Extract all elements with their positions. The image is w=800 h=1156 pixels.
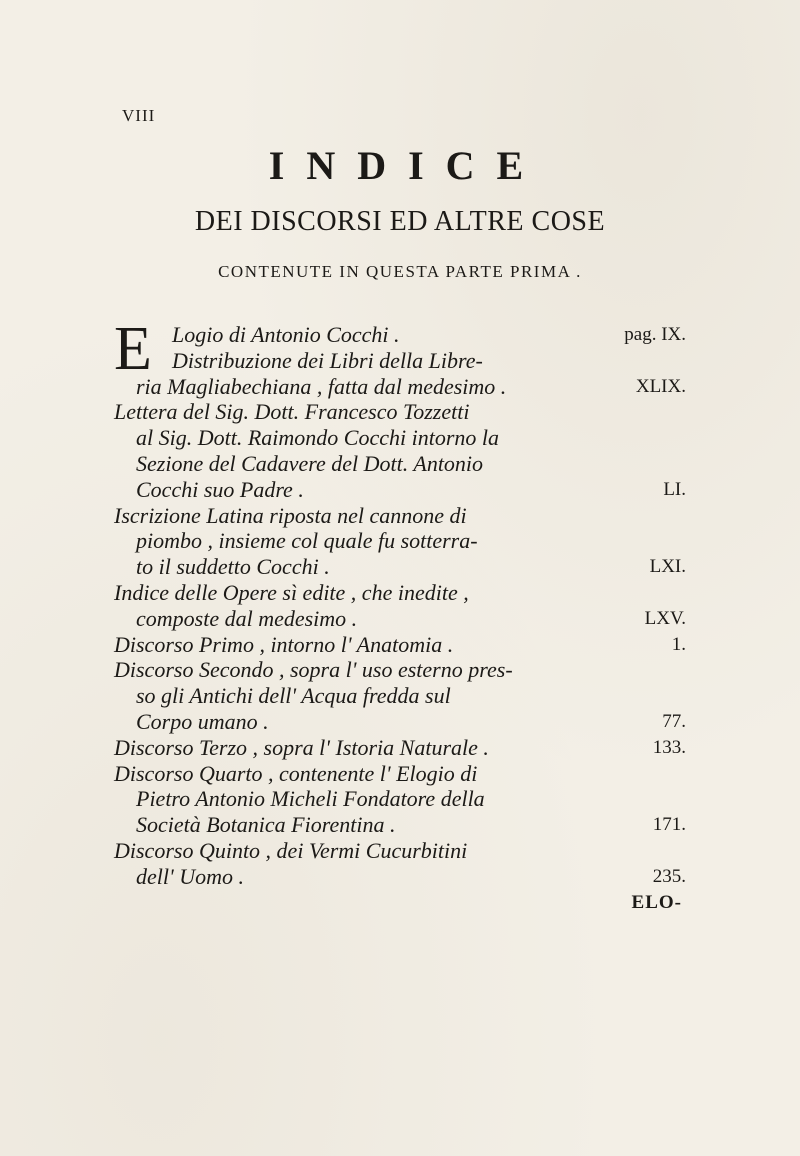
index-entry [114,838,686,890]
entry-line: Cocchi suo Padre . [136,476,304,502]
page-number: VIII [122,106,156,125]
index-entry [114,761,686,838]
subtitle: DEI DISCORSI ED ALTRE COSE [194,206,606,237]
entry-page-ref: pag. IX. [624,324,686,345]
index-entry [114,580,686,632]
entry-line: to il suddetto Cocchi . [136,554,330,580]
entry-line: Lettera del Sig. Dott. Francesco Tozzetti [114,399,470,425]
entry-line: Società Botanica Fiorentina . [136,812,396,838]
entry-line: Discorso Quinto , dei Vermi Cucurbitini [114,837,468,863]
entry-page-ref: LI. [663,478,686,500]
entry-page-ref: 1. [671,633,686,655]
entry-line: Discorso Quarto , contenente l' Elogio di [114,760,478,786]
entry-line: Corpo umano . [136,708,269,734]
drop-cap: E [114,315,152,383]
index-entry [114,399,686,502]
entry-line: ria Magliabechiana , fatta dal medesimo . [136,373,507,399]
entry-line: Logio di Antonio Cocchi . [172,322,400,347]
index-entry [114,322,686,348]
entry-page-ref: LXI. [649,556,686,578]
index-entry [114,503,686,580]
entry-line: Indice delle Opere sì edite , che inedite , [114,579,469,605]
entry-page-ref: 77. [662,710,686,732]
entry-page-ref: 171. [652,814,686,836]
entry-line: Distribuzione dei Libri della Libre- [172,347,483,373]
entry-line: Pietro Antonio Micheli Fondatore della [136,786,485,812]
entry-line: Discorso Primo , intorno l' Anatomia . [114,631,454,657]
entry-page-ref: 235. [652,865,686,887]
page-title: INDICE [268,143,546,188]
subtitle-secondary: CONTENUTE IN QUESTA PARTE PRIMA . [218,262,582,281]
index-entry [114,632,686,658]
index-entry [114,735,686,761]
entry-line: so gli Antichi dell' Acqua fredda sul [136,683,451,709]
index-entries [114,315,686,890]
entry-line: Iscrizione Latina riposta nel cannone di [114,502,467,528]
entry-page-ref: XLIX. [635,375,686,397]
entry-line: composte dal medesimo . [136,605,358,631]
entry-line: Sezione del Cadavere del Dott. Antonio [136,450,484,476]
entry-line: Discorso Secondo , sopra l' uso esterno pres- [114,657,513,683]
index-entry [114,348,686,400]
entry-line: piombo , insieme col quale fu sotterra- [136,528,478,554]
entry-page-ref: 133. [652,736,686,758]
catchword: ELO- [631,892,682,913]
index-entry [114,657,686,734]
entry-line: Discorso Terzo , sopra l' Istoria Naturale . [114,734,489,760]
entry-line: dell' Uomo . [136,863,244,889]
entry-page-ref: LXV. [644,607,686,629]
entry-line: al Sig. Dott. Raimondo Cocchi intorno la [136,425,499,451]
